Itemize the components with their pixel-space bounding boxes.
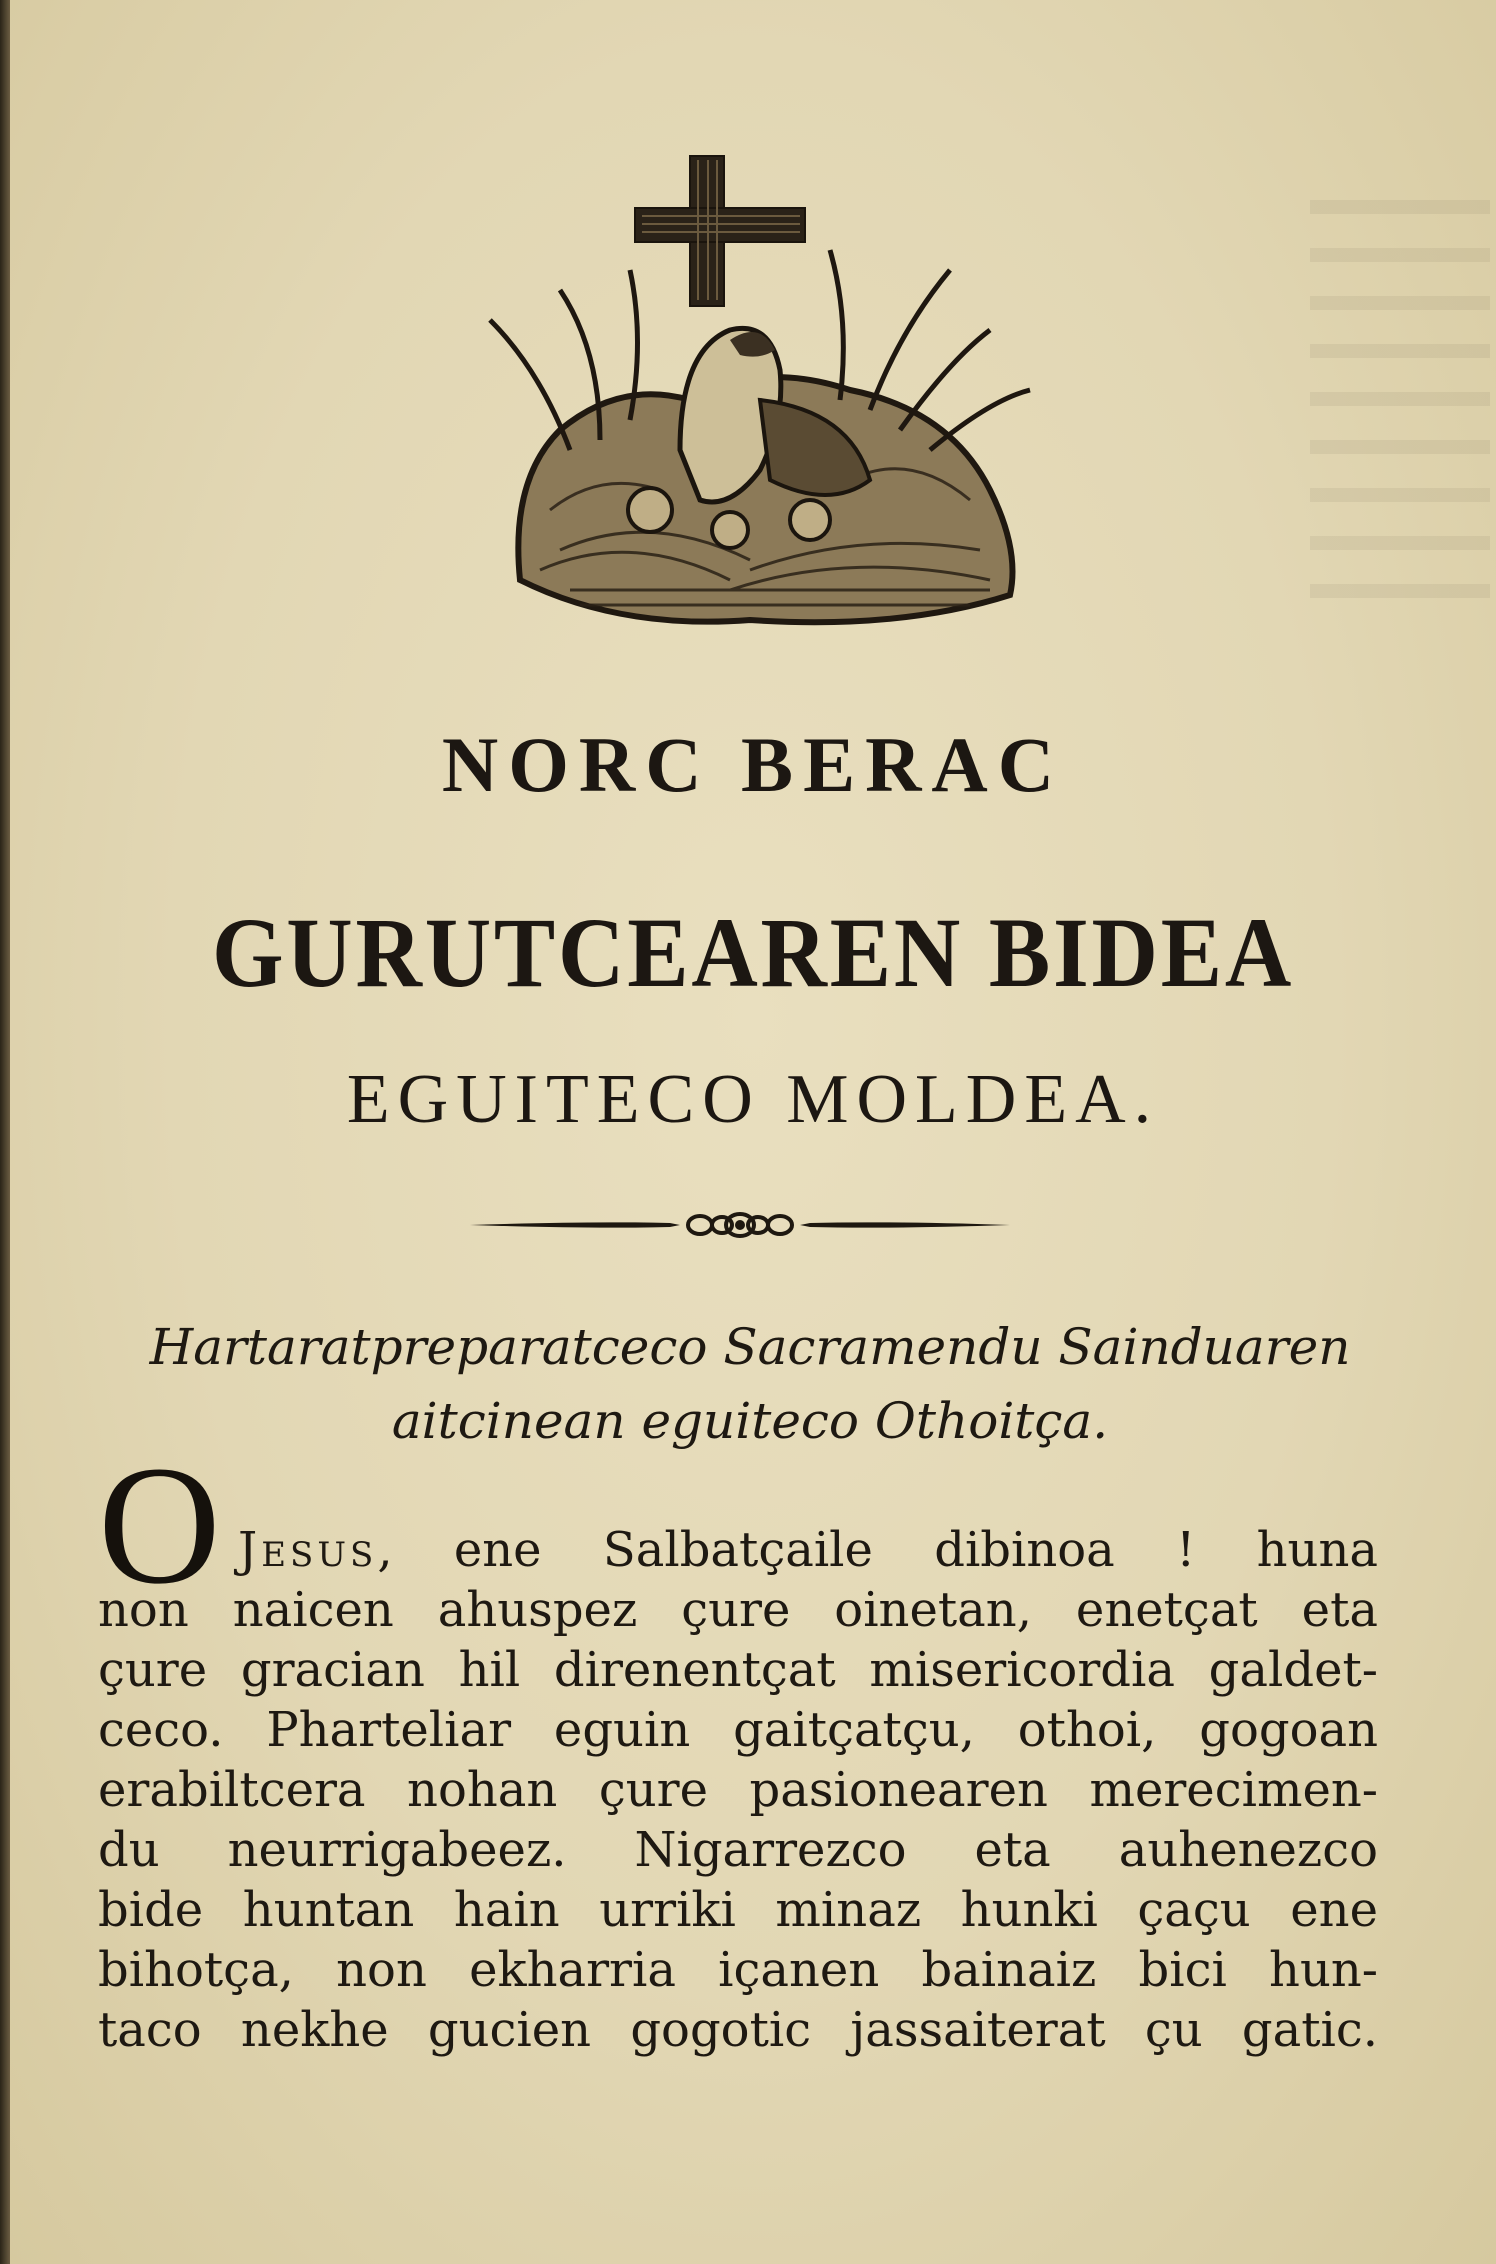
text-line: taco nekhe gucien gogotic jassaiterat çu gatic. [98, 2002, 1378, 2058]
subtitle-line-2: aitcinean eguiteco Othoitça. [391, 1392, 1109, 1450]
text-line-1-rest: , ene Salbatçaile dibinoa ! huna [377, 1522, 1378, 1578]
cross-pelican-vignette-icon [430, 150, 1070, 650]
text-line: ceco. Pharteliar eguin gaitçatçu, othoi, gogoan [98, 1702, 1378, 1758]
title-line-1: NORC BERAC [441, 721, 1065, 808]
text-line-1 [98, 1520, 1378, 1580]
title-line-3: EGUITECO MOLDEA. [346, 1061, 1160, 1138]
drop-cap: O [98, 1431, 221, 1619]
text-line: bide huntan hain urriki minaz hunki çaçu ene [98, 1882, 1378, 1938]
text-line: non naicen ahuspez çure oinetan, enetçat eta [98, 1582, 1378, 1638]
show-through-text [1310, 200, 1490, 620]
subtitle-line-1: Hartaratpreparatceco Sacramendu Sainduaren [149, 1318, 1351, 1376]
first-word: Jesus [238, 1522, 378, 1578]
subtitle [90, 1310, 1410, 1458]
title-line-2: GURUTCEAREN BIDEA [211, 897, 1295, 1008]
prayer-text [98, 1520, 1378, 2060]
text-line: erabiltcera nohan çure pasionearen merecimen- [98, 1762, 1378, 1818]
text-line: du neurrigabeez. Nigarrezco eta auhenezco [98, 1822, 1378, 1878]
book-page [10, 0, 1496, 2264]
ornamental-rule-icon [470, 1205, 1010, 1245]
text-line: çure gracian hil direnentçat misericordia galdet- [98, 1642, 1378, 1698]
book-spine-edge [0, 0, 10, 2264]
text-line: bihotça, non ekharria içanen bainaiz bici hun- [98, 1942, 1378, 1998]
